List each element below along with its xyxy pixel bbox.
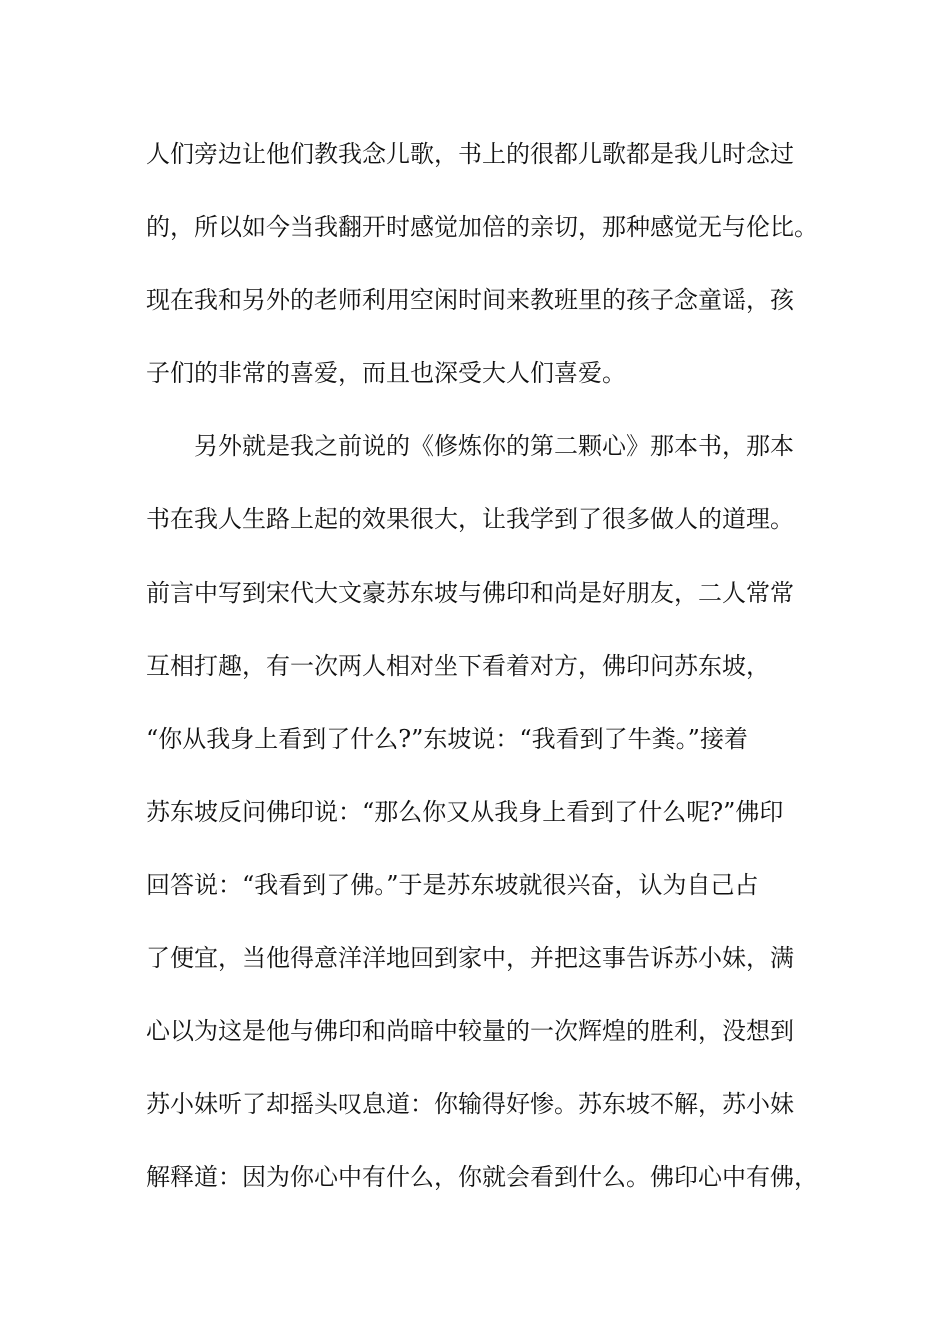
text-line: 子们的非常的喜爱，而且也深受大人们喜爱。 (146, 359, 626, 388)
body-text (146, 128, 826, 1224)
text-line: 回答说：“我看到了佛。”于是苏东坡就很兴奋，认为自己占 (146, 870, 759, 899)
text-line: 人们旁边让他们教我念儿歌，书上的很都儿歌都是我儿时念过 (146, 140, 794, 168)
text-line: 的，所以如今当我翻开时感觉加倍的亲切，那种感觉无与伦比。 (146, 213, 818, 242)
text-line: 苏东坡反问佛印说：“那么你又从我身上看到了什么呢?”佛印 (146, 797, 784, 826)
text-line: 前言中写到宋代大文豪苏东坡与佛印和尚是好朋友，二人常常 (146, 578, 794, 607)
text-line: 苏小妹听了却摇头叹息道：你输得好惨。苏东坡不解，苏小妹 (146, 1090, 794, 1119)
text-line: 心以为这是他与佛印和尚暗中较量的一次辉煌的胜利，没想到 (146, 1017, 794, 1046)
text-line: 书在我人生路上起的效果很大，让我学到了很多做人的道理。 (146, 505, 794, 534)
text-line: 另外就是我之前说的《修炼你的第二颗心》那本书，那本 (194, 432, 794, 461)
text-line: 了便宜，当他得意洋洋地回到家中，并把这事告诉苏小妹，满 (146, 944, 794, 973)
text-line: 互相打趣，有一次两人相对坐下看着对方，佛印问苏东坡， (146, 651, 770, 680)
text-line: 现在我和另外的老师利用空闲时间来教班里的孩子念童谣，孩 (146, 286, 794, 315)
text-line: “你从我身上看到了什么?”东坡说：“我看到了牛粪。”接着 (146, 724, 748, 753)
text-line: 解释道：因为你心中有什么，你就会看到什么。佛印心中有佛， (146, 1163, 818, 1192)
